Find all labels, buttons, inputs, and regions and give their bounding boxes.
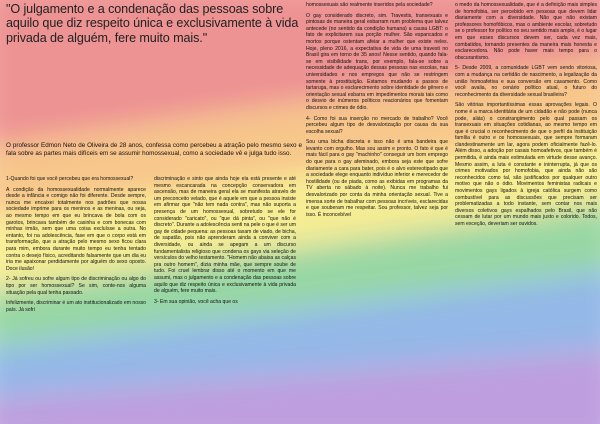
paragraph: discriminação e sinto que ainda hoje ela está presente e até mesmo escancarada na concepção conservadora em ascensão, mas de maneira geral ela se manifesta através de um preconceito velado, que é aquele em que a pessoa insiste em afirmar que "não tem nada contra", mas não suporta a presença de um homossexual, sobretudo se ele for considerado "caricato", ou "que dá pinta", ou "que não é discreto". Durante a adolescência senti na pele o que é ser um gay de cidade pequena: as pessoas taxam de viado, de bicha, de sapatão, pois não aprenderam ainda a conviver com a diversidade, ou ainda se apegam a um discurso fundamentalista religioso que condena os gays via seleção de versículos do velho testamento. "Homem não abaixa as calças pra outro homem", dizia minha mãe, que sempre soube de tudo. Foi cruel lembrar disso até o momento em que me assumi, mas o julgamento e a condenação das pessoas sobre aquilo que diz respeito única e exclusivamente à vida privada de alguém, fere muito mais.: [154, 176, 296, 295]
paragraph: Sou uma bicha discreta e isso não é uma bandeira que levanto com orgulho. Mas sou assim e pronto. O fato é que é mais fácil para o gay "machinho" conseguir um bom emprego do que para o gay afeminado, embora seja este que sofre diariamente a cara para bater, pois é o alvo estereotipado que a sociedade elege enquanto indivíduo inferior e merecedor de hostilidade (ou de piada, como as exibidas em programas da TV aberta no sábado à noite). Nunca me trabalho fui desvalorizado por conta da minha orientação sexual. Tive a imensa sorte de trabalhar com pessoas incríveis, esclarecidas e que souberam me respeitar. Sou professor, talvez seja por isso. É inconcebível: [306, 139, 448, 218]
paragraph: São vitórias importantíssimas essas aprovações legais. O nome é a marca identitária de um cidadão e não pode (nunca pode, aliás) o constrangimento pelo qual passam os transexuais em situações cotidianas, ao mesmo tempo em que é crucial o reconhecimento de que o perfil da instituição família é outro e os homossexuais, que sempre formaram clandestinamente um lar, agora podem oficialmente fazê-lo. Além disso, a adoção por casais homoafetivos, que também é permitida, é ainda mais estimulada em virtude desse avanço. Mesmo assim, a luta é constante e ininterrupta, já que os crimes motivados por homofobia, que ainda não são reconhecidos como tal, são justificados por qualquer outro motivo que não o ódio. Movimentos feministas radicais e movimentos gays ligados à igreja católica surgem como combustível para as discussões que precisam ser problematizadas a todo instante, sem contar nos mais diversos coletivos gays espalhados pelo Brasil, que não cessam de lutar por um mundo mais justo e colorido. Todos, sem exceção, deveriam ser ouvidos.: [455, 102, 597, 227]
paragraph: Infelizmente, discriminar é um ato institucionalizado em nosso país. Já sofri: [6, 300, 146, 313]
text-column-4: [455, 2, 597, 422]
intro-paragraph: O professor Edmon Neto de Oliveira de 28 anos, confessa como percebeu a atração pelo mesmo sexo e fala sobre as partes mais difíceis em se assumir homossexual, como a sociedade vê e julga tudo isso.: [6, 142, 302, 158]
paragraph: o medo da homossexualidade, que é a definição mais simples de homofobia, ser percebido em pessoas que devem lidar diariamente com a diversidade. Não que não existam professores homofóbicos, mas o ambiente escolar, sobretudo se o professor for político no seu sentido mais amplo, é o lugar em que esses discursos devem ser, cada vez mais, combatidos, tornando presentes da maneira mais honesta e esclarecedora. Não pode haver mais tempo para o obscurantismo.: [455, 2, 597, 61]
paragraph: 5- Desde 2009, a comunidade LGBT vem sendo vitoriosa, com a mudança na certidão de nascimento, a legalização da união homoafetiva e sua conversão em casamento. Como você avalia, no cenário político atual, o futuro do reconhecimento da diversidade sexual brasileira?: [455, 65, 597, 98]
text-column-1: [6, 176, 146, 422]
paragraph: A condição da homossexualidade normalmente aparece desde a infância e comigo não foi diferente. Desde sempre, nunca me encaixei totalmente nos padrões que nossa sociedade imprime para os meninos e as meninas, ou seja, ao mesmo tempo em que eu brincava de bola com os garotos, brincava também de casinha e com bonecas com minhas irmãs, sem que uma coisa excluísse a outra. No entanto, foi na adolescência, fase em que o corpo está em transformação, que a atração pelo mesmo sexo ficou clara para mim, embora durante muito tempo eu tenha tentado contra o desejo físico, acreditando falsamente que um dia eu iria me apaixonar perdidamente por alguém do sexo oposto. Doce ilusão!: [6, 186, 146, 272]
pull-quote: "O julgamento e a condenação das pessoas sobre aquilo que diz respeito única e exclusivamente à vida privada de alguém, fere muito mais.": [6, 2, 299, 45]
paragraph: 1-Quando foi que você percebeu que era homossexual?: [6, 176, 134, 182]
text-column-3: [306, 2, 448, 422]
paragraph: homossexuais são realmente inseridos pela sociedade?: [306, 2, 433, 8]
text-column-2: [154, 176, 296, 422]
paragraph: 2- Já sofreu ou sofre algum tipo de discriminação ou algo do tipo por ser homossexual? Se sim, conte-nos alguma situação pela qual tenha passado.: [6, 276, 146, 296]
paragraph: 4- Como foi sua inserção no mercado de trabalho? Você percebeu algum tipo de desvalorização por causa da sua escolha sexual?: [306, 115, 448, 135]
paragraph: 3- Em sua opinião, você acha que os: [154, 298, 238, 305]
paragraph: O gay considerado discreto, sim. Travestis, transexuais e pintosas de maneira geral esbarram num problema que talvez antecede (no sentido da condição humana) a causa LGBT: o fato de explicitarem sua porção mulher. São espancados e mortos porque ostentam afeiar a mulher que existe neles. Hoje, pleno 2016, a expectativa de vida de uma travesti no Brasil gira em torno de 35 anos! Nesse sentido, quando fala-se em visibilidade trans, por exemplo, fala-se sobre a necessidade de adequação dessas pessoas nas escolas, nas universidades e nos empregos que não se restringem somente à prostituição. Estamos mudando a passos de tartaruga, mas o esclarecimento sobre identidade de gênero e orientação sexual esbarra em impedimentos morais tais como o desvio de inúmeros políticos reacionários que fomentam discursos e crimes de ódio.: [306, 12, 448, 111]
